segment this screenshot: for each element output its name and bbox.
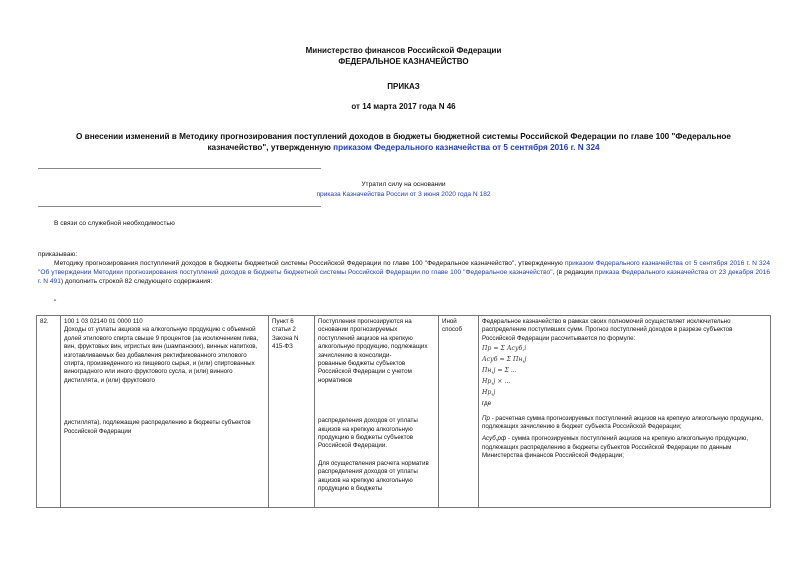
formula-4: Нр,j × ... — [482, 378, 511, 386]
opening-quote: " — [54, 299, 57, 306]
legal-basis-cell — [269, 316, 315, 508]
legal-basis: Пункт 6 статьи 2 Закона N 415-ФЗ — [272, 318, 299, 351]
title-amended-order-link[interactable]: приказом Федерального казначейства от 5 сентября 2016 г. N 324 — [333, 143, 600, 152]
row-number: 82. — [40, 318, 49, 325]
paragraph-link-order-324[interactable]: приказом Федерального казначейства от 5 сентября 2016 г. N 324 "Об утверждении Методики прогнозирования поступлений доходов в бюджеты бюджетной системы Российской Федерации по главе 100 "Федеральное казначейство" — [38, 260, 770, 276]
repeal-order-link[interactable]: приказа Казначейства России от 3 июня 2020 года N 182 — [316, 191, 491, 198]
lost-force-label: Утратил силу на основании — [361, 181, 446, 188]
where-label: где — [482, 400, 492, 408]
forecast-method-cell — [439, 316, 479, 508]
title-line-2 — [0, 142, 807, 153]
divider-bottom — [38, 206, 321, 207]
ministry-name: Министерство финансов Российской Федерации — [305, 46, 502, 55]
formula-3: Пн,j = Σ ... — [482, 367, 517, 375]
method-part-3: Для осуществления расчета норматив распределения доходов от уплаты акцизов на крепкую алкогольную продукцию в бюджеты — [318, 459, 429, 493]
document-date: от 14 марта 2017 года N 46 — [351, 102, 456, 111]
symbol-1: Пр — [482, 414, 490, 422]
title-line-2-text: казначейство", утвержденную — [207, 143, 334, 152]
forecast-method: Иной способ — [442, 318, 463, 334]
definition-1 — [482, 415, 767, 432]
symbol-2: Асуб,рф — [482, 435, 507, 443]
formula-5: Нр,j — [482, 389, 496, 397]
calculation-cell — [479, 316, 771, 508]
paragraph-text-b: , (в редакции — [552, 269, 595, 276]
method-part-1: Поступления прогнозируются на основании прогнозируемых поступлений акцизов на крепкую алкогольную продукцию, подлежащих зачислению в консолиди- рованные бюджеты субъектов Российской Федерации с учетом нормативов — [318, 318, 428, 384]
formula-1: Пр = Σ Асуб,i — [482, 345, 527, 353]
row-82-table — [36, 315, 771, 508]
agency-name: ФЕДЕРАЛЬНОЕ КАЗНАЧЕЙСТВО — [338, 57, 469, 66]
main-paragraph — [38, 259, 770, 286]
income-description-part-1: Доходы от уплаты акцизов на алкогольную продукцию с объемной долей этилового спирта свыше 9 процентов (за исключением пива, вин, фруктовых вин, игристых вин (шампанских), винных напитков, изготавливаемых без добавления ректификованного этилового спирта, произведенного из пищевого сырья, и (или) спиртованных виноградного или иного фруктового сусла, и (или) винного дистиллята, и (или) фруктового — [64, 326, 259, 384]
title-line-1: О внесении изменений в Методику прогнозирования поступлений доходов в бюджеты бюджетной системы Российской Федерации по главе 100 "Федеральное — [76, 132, 731, 141]
paragraph-link-order-491[interactable]: приказа Федерального казначейства от 23 декабря 2016 г. N 491 — [38, 269, 770, 285]
budget-code: 100 1 03 02140 01 0000 110 — [64, 318, 143, 325]
document-type: ПРИКАЗ — [387, 82, 420, 91]
reason-text: В связи со служебной необходимостью — [54, 220, 175, 227]
paragraph-text-a: Методику прогнозирования поступлений доходов в бюджеты бюджетной системы Российской Федерации по главе 100 "Федеральное казначейство", утвержденную — [54, 260, 565, 267]
income-description-cell — [61, 316, 269, 508]
definition-2-text: - сумма прогнозируемых поступлений акцизов на крепкую алкогольную продукцию, подлежащих распределению в бюджеты субъектов Российской Федерации по данным Министерства финансов Российской Федерации; — [482, 435, 749, 460]
order-word: приказываю: — [38, 251, 78, 258]
income-description-part-2: дистиллята), подлежащие распределению в бюджеты субъектов Российской Федерации — [64, 419, 251, 435]
method-part-2: распределения доходов от уплаты акцизов на крепкую алкогольную продукцию в бюджеты субъектов Российской Федерации. — [318, 417, 418, 450]
table-row — [37, 316, 771, 508]
definition-1-text: - расчетная сумма прогнозируемых поступлений акцизов на крепкую алкогольную продукцию, подлежащих зачислению в бюджет субъекта Российской Федерации; — [482, 414, 763, 431]
divider-top — [38, 168, 321, 169]
document-title — [0, 131, 807, 153]
method-cell — [315, 316, 439, 508]
row-number-cell — [37, 316, 61, 508]
formula-2: Асуб = Σ Пн,j — [482, 356, 527, 364]
definition-2 — [482, 435, 767, 460]
paragraph-text-c: ) дополнить строкой 82 следующего содержания: — [60, 278, 213, 285]
calculation-intro: Федеральное казначейство в рамках своих полномочий осуществляет исключительно распределение поступивших сумм. Прогноз поступлений доходов в разрезе субъектов Российской Федерации рассчитывается по формуле: — [482, 318, 733, 342]
